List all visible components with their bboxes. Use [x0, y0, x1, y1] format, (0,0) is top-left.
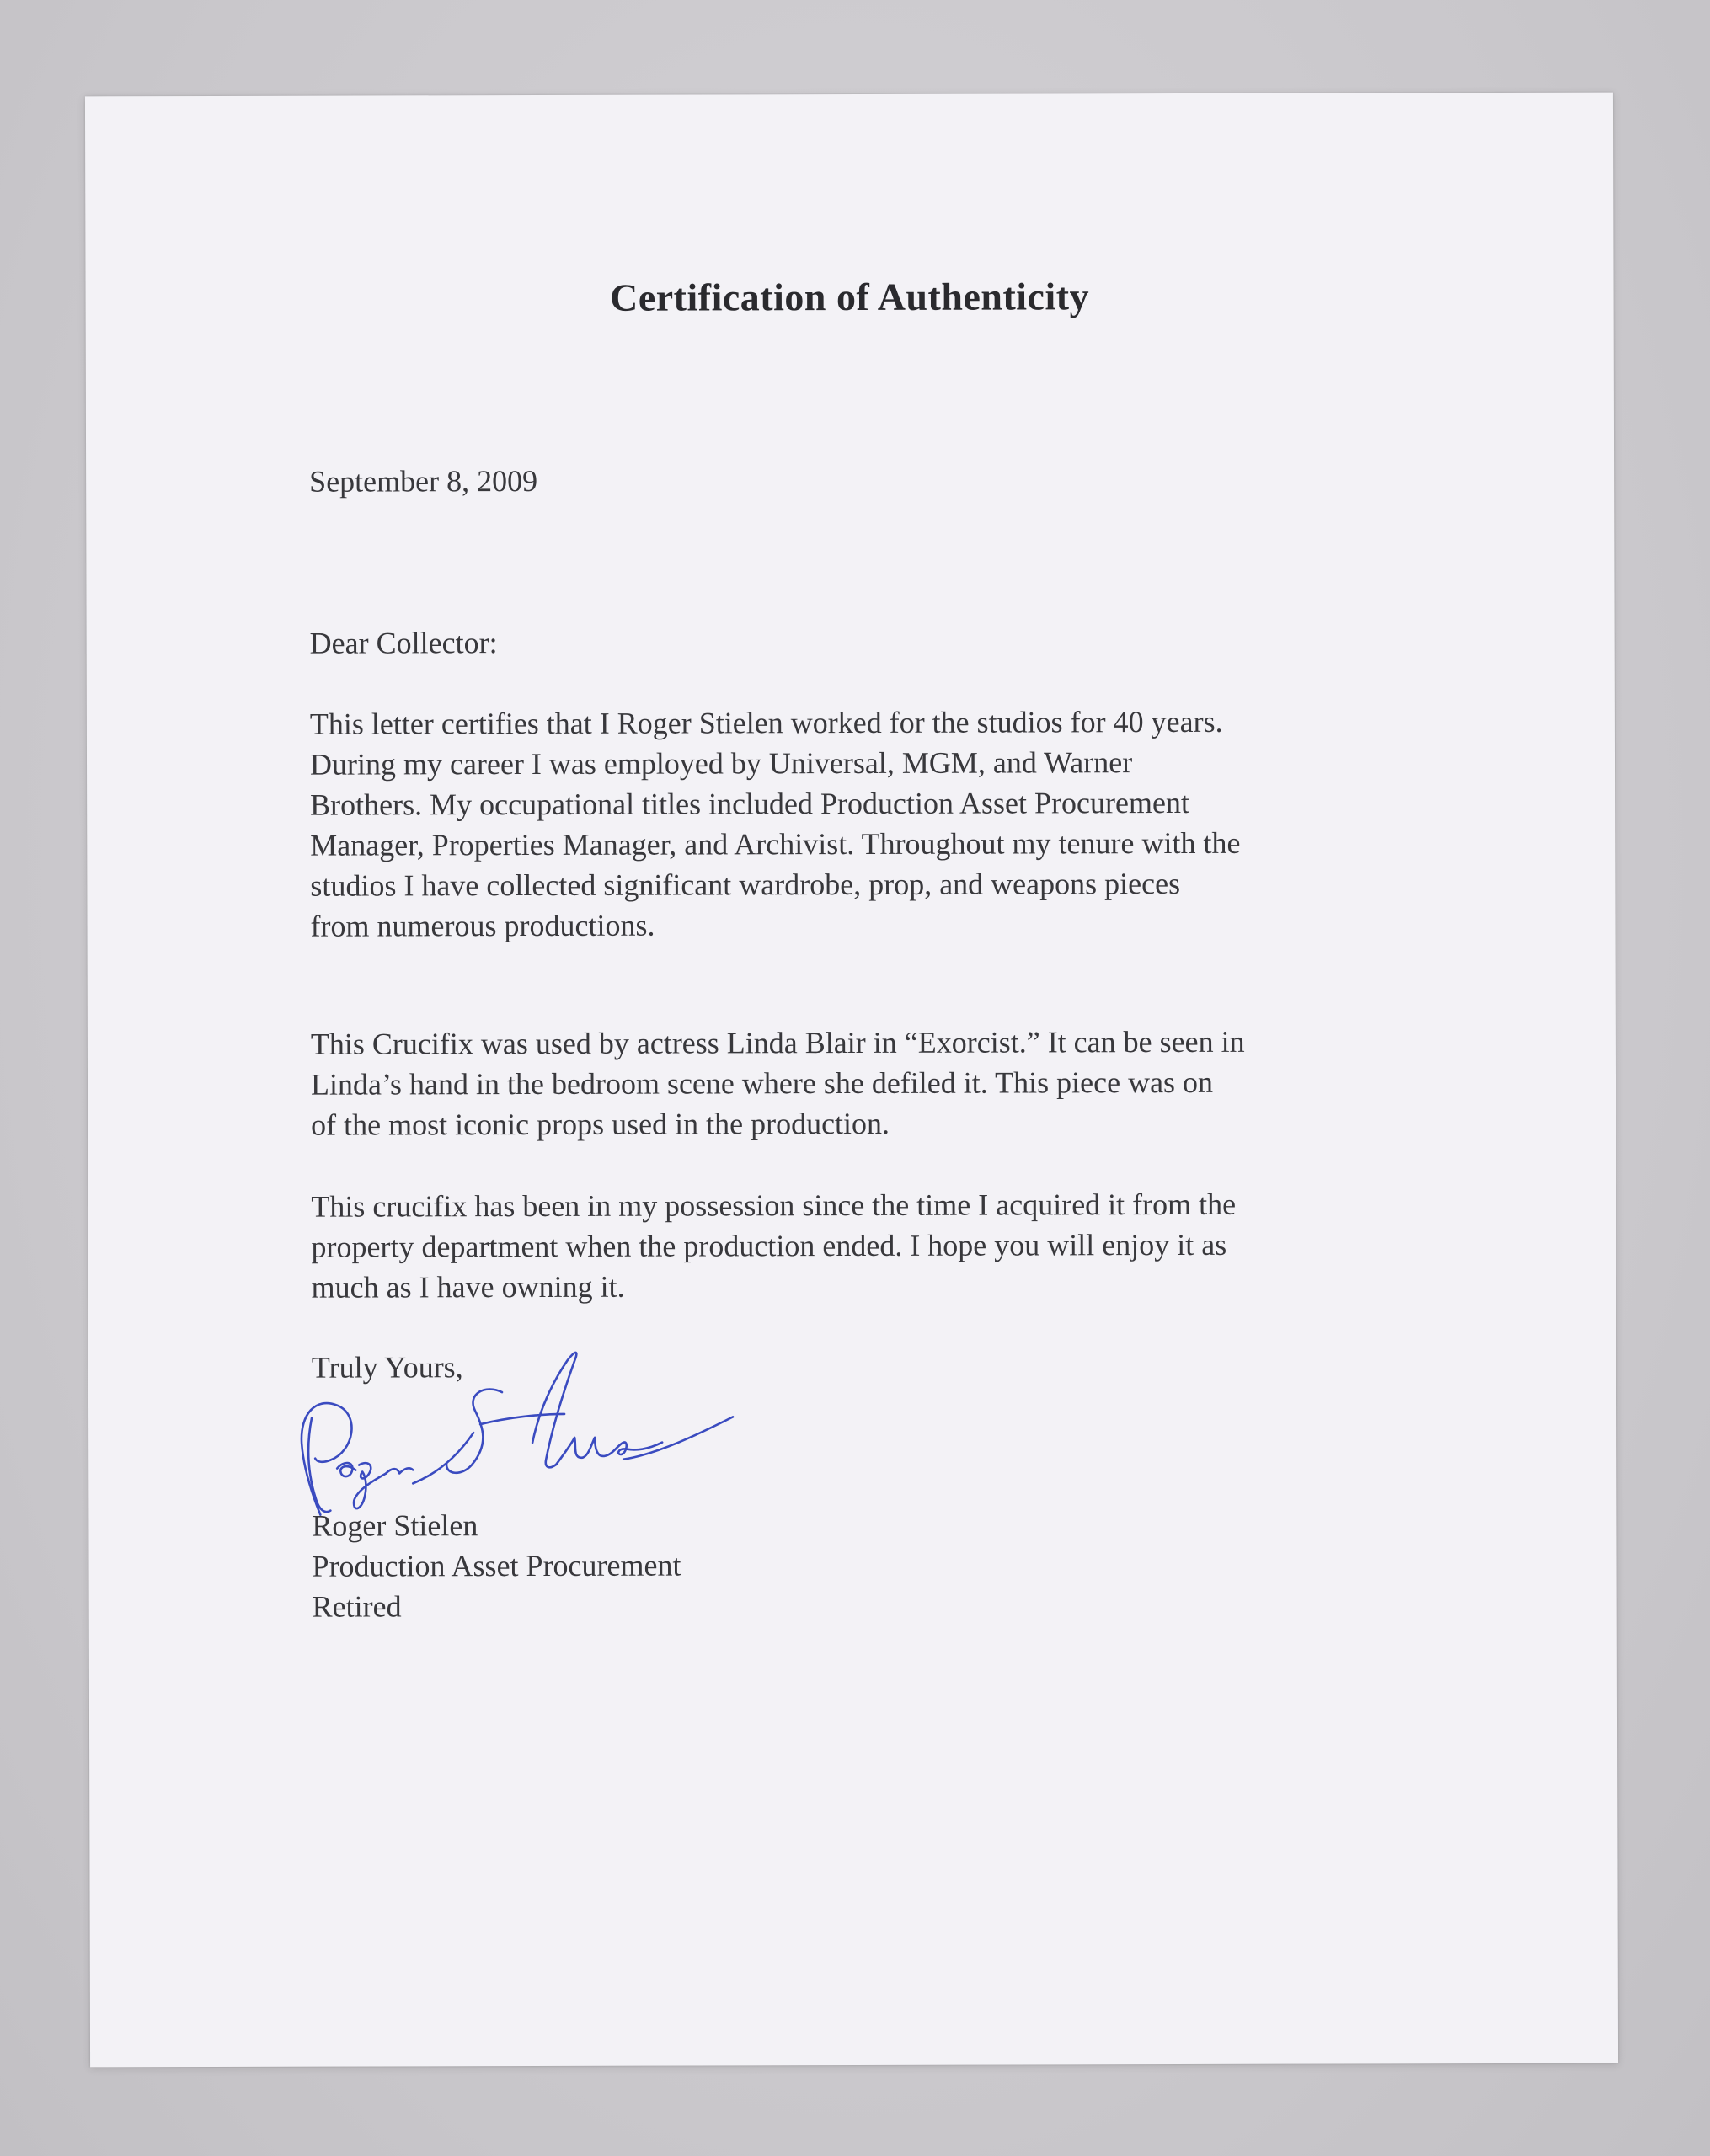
salutation: Dear Collector: [309, 626, 498, 660]
paragraph-line: from numerous productions. [310, 908, 655, 943]
paragraph-line: Manager, Properties Manager, and Archivist. Throughout my tenure with the [310, 825, 1241, 862]
paragraph-line: During my career I was employed by Universal, MGM, and Warner [309, 745, 1133, 782]
letter-page [85, 93, 1618, 2068]
paragraph-line: This crucifix has been in my possession since the time I acquired it from the [311, 1187, 1237, 1224]
paragraph-line: studios I have collected significant wardrobe, prop, and weapons pieces [310, 866, 1181, 903]
signer-name: Roger Stielen [312, 1508, 478, 1543]
page-title: Certification of Authenticity [610, 275, 1090, 319]
letter-date: September 8, 2009 [309, 463, 538, 499]
signer-status: Retired [312, 1589, 402, 1624]
closing: Truly Yours, [311, 1350, 463, 1385]
paragraph-line: property department when the production ended. I hope you will enjoy it as [311, 1227, 1227, 1264]
paragraph-line: Linda’s hand in the bedroom scene where she defiled it. This piece was on [310, 1065, 1214, 1102]
paragraph-line: This letter certifies that I Roger Stielen worked for the studios for 40 years. [309, 704, 1223, 741]
paragraph-line: much as I have owning it. [311, 1269, 625, 1305]
paragraph-crucifix [311, 1021, 1431, 1145]
signer-title: Production Asset Procurement [312, 1548, 681, 1583]
paragraph-career [310, 701, 1431, 946]
paragraph-possession [311, 1183, 1431, 1307]
paragraph-line: Brothers. My occupational titles included Production Asset Procurement [310, 785, 1190, 822]
paragraph-line: This Crucifix was used by actress Linda Blair in “Exorcist.” It can be seen in [310, 1024, 1245, 1061]
handwritten-signature [286, 1332, 742, 1527]
paragraph-line: of the most iconic props used in the production. [311, 1106, 890, 1142]
